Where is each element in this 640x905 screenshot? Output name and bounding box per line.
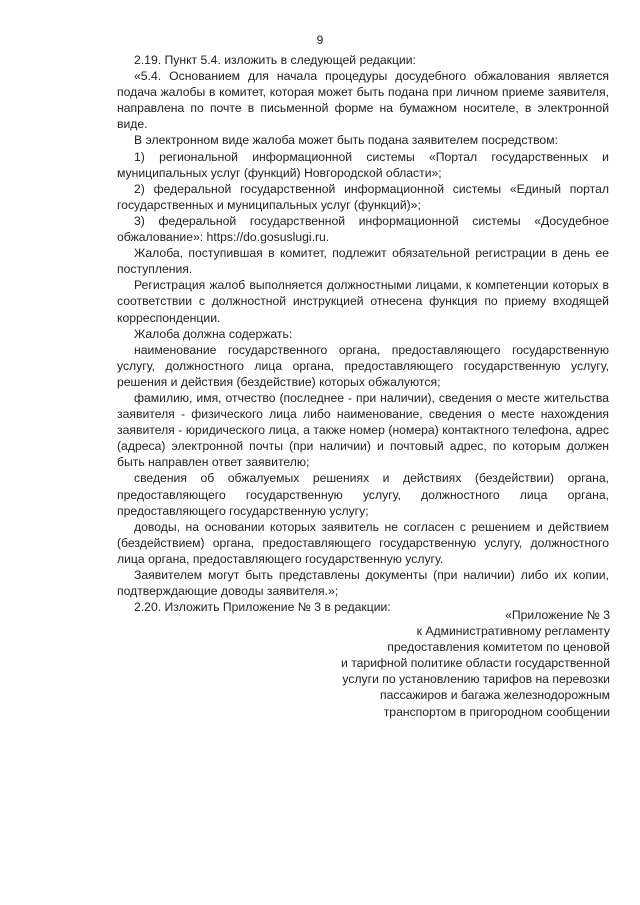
paragraph-registration-officials: Регистрация жалоб выполняется должностными лицами, к компетенции которых в соответствии с должностной инструкцией отнесена функция по приему входящей корреспонденции. [117,278,609,325]
paragraph-item-2: 2) федеральной государственной информационной системы «Единый портал государственных и муниципальных услуг (функций)»; [117,181,609,212]
appendix-title: «Приложение № 3 [505,608,610,622]
paragraph-electronic-means: В электронном виде жалоба может быть подана заявителем посредством: [134,133,558,148]
appendix-header [280,607,610,720]
document-body [117,52,609,615]
paragraph-authority-name: наименование государственного органа, предоставляющего государственную услугу, должностного лица органа, предоставляющего государственную услугу, решения и действия (бездействие) которых обжалуются; [117,342,609,389]
page-number: 9 [316,33,324,47]
appendix-line: предоставления комитетом по ценовой [387,640,610,655]
paragraph-5-4-basis: «5.4. Основанием для начала процедуры досудебного обжалования является подача жалобы в комитет, которая может быть подана при личном приеме заявителя, направлена по почте в письменной форме на бумажном носителе, в электронной виде. [117,69,609,132]
paragraph-documents: Заявителем могут быть представлены документы (при наличии) либо их копии, подтверждающие доводы заявителя.»; [117,568,609,599]
paragraph-registration-day: Жалоба, поступившая в комитет, подлежит обязательной регистрации в день ее поступления. [117,246,609,277]
appendix-line: транспортом в пригородном сообщении [383,704,610,719]
appendix-line: пассажиров и багажа железнодорожным [380,688,610,703]
paragraph-item-3: 3) федеральной государственной информационной системы «Досудебное обжалование»: https://do.gosuslugi.ru. [117,213,609,245]
appendix-line: и тарифной политике области государственной [341,656,610,671]
paragraph-arguments: доводы, на основании которых заявитель не согласен с решением и действием (бездействием) органа, предоставляющего государственную услугу, должностного лица органа, предоставляющего государственную услугу. [117,519,609,566]
paragraph-2-19: 2.19. Пункт 5.4. изложить в следующей редакции: [134,53,416,67]
appendix-line: услуги по установлению тарифов на перевозки [342,672,610,687]
paragraph-appealed-decisions: сведения об обжалуемых решениях и действиях (бездействии) органа, предоставляющего государственную услугу, должностного лица органа, предоставляющего государственную услугу; [117,471,609,518]
appendix-line: к Административному регламенту [416,624,610,639]
paragraph-2-20: 2.20. Изложить Приложение № 3 в редакции: [134,600,391,615]
paragraph-complaint-contents: Жалоба должна содержать: [134,326,293,341]
paragraph-item-1: 1) региональной информационной системы «Портал государственных и муниципальных услуг (функций) Новгородской области»; [117,149,609,180]
paragraph-applicant-details: фамилию, имя, отчество (последнее - при наличии), сведения о месте жительства заявителя - физического лица либо наименование, сведения о месте нахождения заявителя - юридического лица, а также номер (номера) контактного телефона, адрес (адреса) электронной почты (при наличии) и почтовый адрес, по которым должен быть направлен ответ заявителю; [117,390,609,470]
